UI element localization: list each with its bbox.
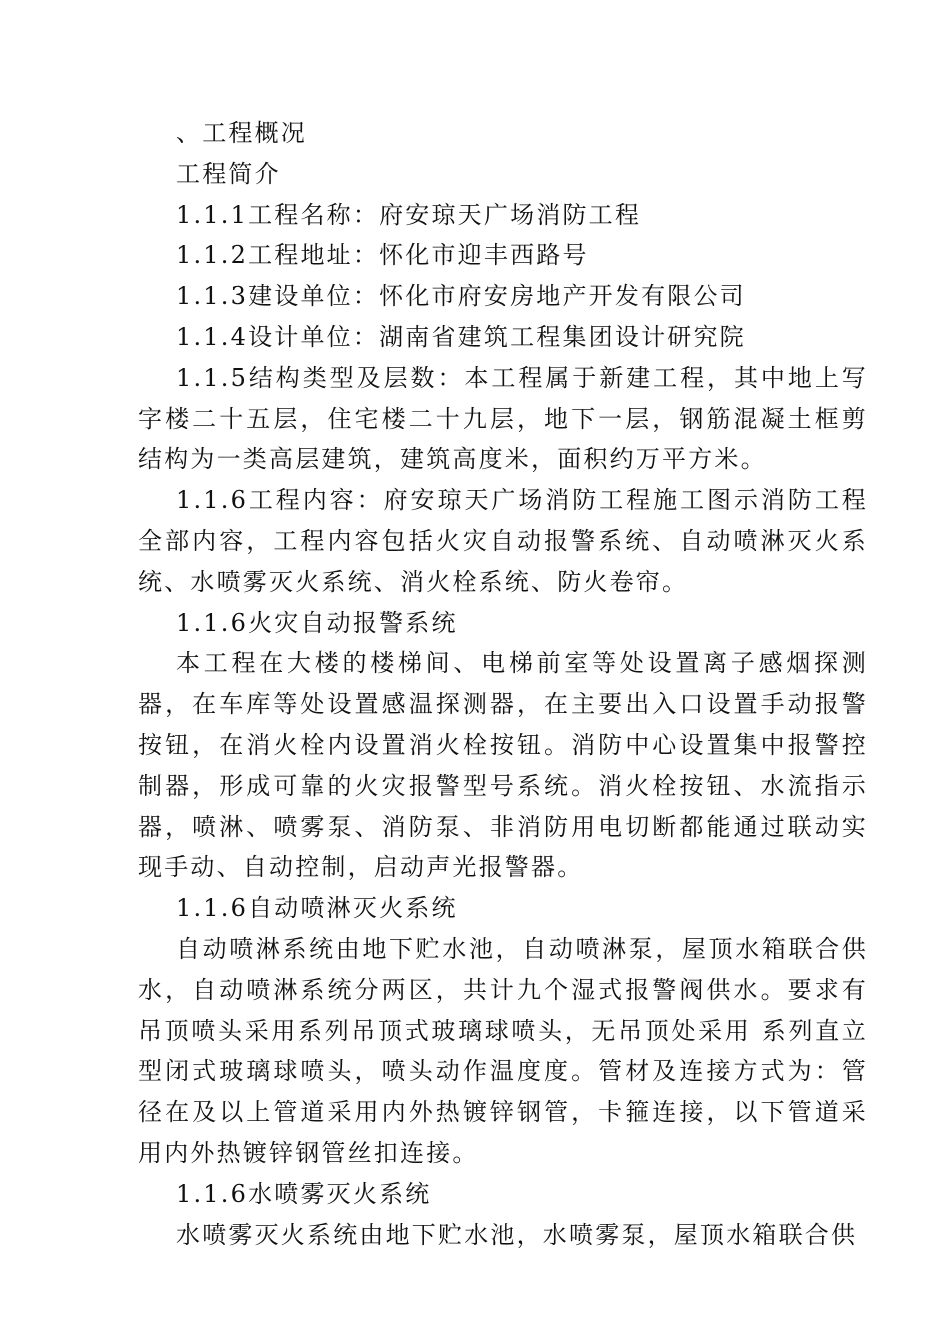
water-spray-heading: 1.1.6水喷雾灭火系统 <box>176 1179 432 1208</box>
project-name-item: 1.1.1工程名称：府安琼天广场消防工程 <box>176 200 642 229</box>
designer-item: 1.1.4设计单位：湖南省建筑工程集团设计研究院 <box>176 322 746 351</box>
sprinkler-paragraph: 自动喷淋系统由地下贮水池，自动喷淋泵，屋顶水箱联合供水，自动喷淋系统分两区，共计九个湿式报警阀供水。要求有吊顶喷头采用系列吊顶式玻璃球喷头，无吊顶处采用 系列直立型闭式玻璃球喷头，喷头动作温度度。管材及连接方式为：管径在及以上管道采用内外热镀锌钢管，卡箍连接，以下管道采用内外热镀锌钢管丝扣连接。 <box>138 934 868 1167</box>
scope-paragraph: 1.1.6工程内容：府安琼天广场消防工程施工图示消防工程全部内容，工程内容包括火灾自动报警系统、自动喷淋灭火系统、水喷雾灭火系统、消火栓系统、防火卷帘。 <box>138 486 868 596</box>
section-title: 、工程概况 <box>176 119 307 147</box>
document-body <box>138 113 868 1255</box>
fire-alarm-heading: 1.1.6火灾自动报警系统 <box>176 608 458 637</box>
subsection-title: 工程简介 <box>176 159 281 188</box>
fire-alarm-paragraph: 本工程在大楼的楼梯间、电梯前室等处设置离子感烟探测器，在车库等处设置感温探测器，在主要出入口设置手动报警按钮，在消火栓内设置消火栓按钮。消防中心设置集中报警控制器，形成可靠的火灾报警型号系统。消火栓按钮、水流指示器，喷淋、喷雾泵、消防泵、非消防用电切断都能通过联动实现手动、自动控制，启动声光报警器。 <box>138 649 868 882</box>
water-spray-paragraph: 水喷雾灭火系统由地下贮水池，水喷雾泵，屋顶水箱联合供 <box>176 1220 858 1249</box>
builder-item: 1.1.3建设单位：怀化市府安房地产开发有限公司 <box>176 282 746 311</box>
sprinkler-heading: 1.1.6自动喷淋灭火系统 <box>176 894 458 923</box>
project-address-item: 1.1.2工程地址：怀化市迎丰西路号 <box>176 241 589 270</box>
structure-paragraph: 1.1.5结构类型及层数：本工程属于新建工程，其中地上写字楼二十五层，住宅楼二十九层，地下一层，钢筋混凝土框剪结构为一类高层建筑，建筑高度米，面积约万平方米。 <box>138 363 868 474</box>
